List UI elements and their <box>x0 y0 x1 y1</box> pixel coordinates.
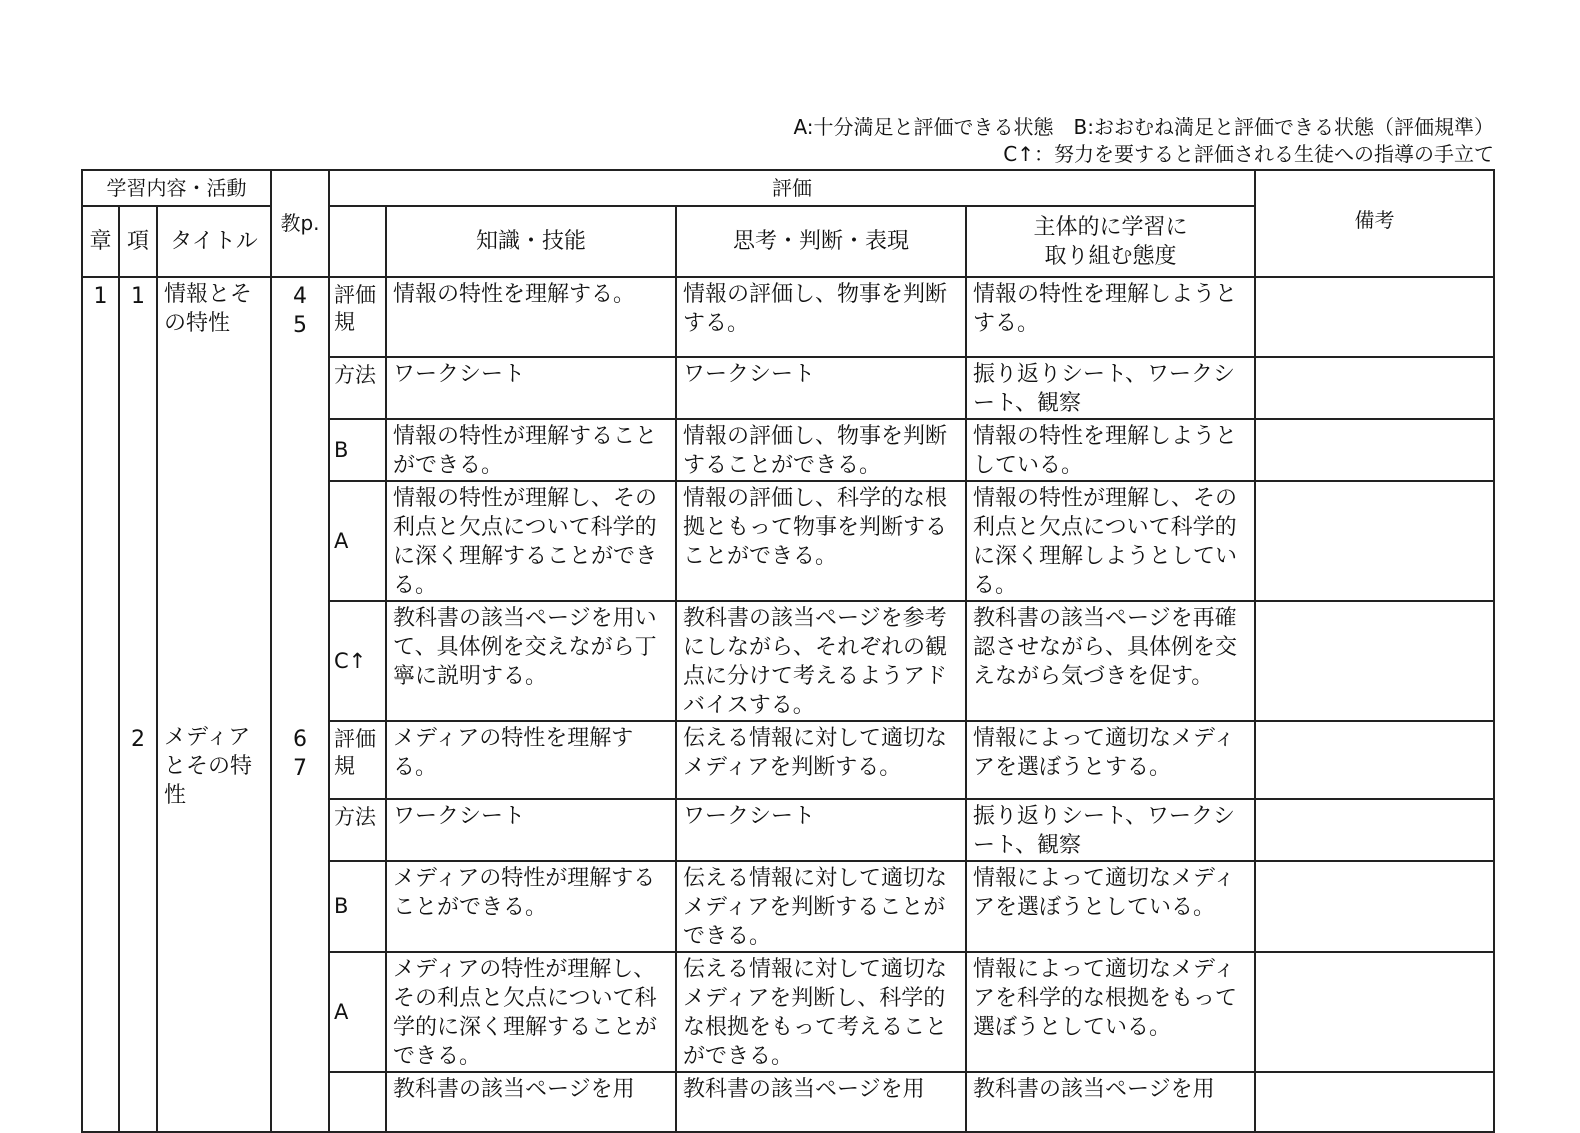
table-row <box>82 277 1494 357</box>
row-kind: 方法 <box>329 357 386 419</box>
evaluation-table <box>81 169 1495 1133</box>
attitude-cell: 情報の特性が理解し、その利点と欠点について科学的に深く理解しようとしている。 <box>966 481 1255 601</box>
attitude-cell: 情報によって適切なメディアを選ぼうとする。 <box>966 721 1255 799</box>
row-kind: A <box>329 481 386 601</box>
header-thinking: 思考・判断・表現 <box>676 206 966 277</box>
knowledge-cell: メディアの特性を理解する。 <box>386 721 676 799</box>
remarks-cell <box>1255 277 1494 357</box>
header-attitude-line-2: 取り組む態度 <box>1044 243 1177 269</box>
textbook-pages <box>271 721 329 1132</box>
row-kind: 評価規 <box>329 277 386 357</box>
page-number: 7 <box>293 756 308 781</box>
header-knowledge: 知識・技能 <box>386 206 676 277</box>
remarks-cell <box>1255 357 1494 419</box>
header-kind-blank <box>329 206 386 277</box>
row-kind: 評価規 <box>329 721 386 799</box>
row-kind: B <box>329 419 386 481</box>
remarks-cell <box>1255 799 1494 861</box>
knowledge-cell: 情報の特性が理解することができる。 <box>386 419 676 481</box>
attitude-cell: 情報の特性を理解しようとする。 <box>966 277 1255 357</box>
remarks-cell <box>1255 1072 1494 1132</box>
thinking-cell: 情報の評価し、物事を判断する。 <box>676 277 966 357</box>
header-chapter: 章 <box>82 206 119 277</box>
header-attitude-line-1: 主体的に学習に <box>1033 214 1188 240</box>
knowledge-cell: ワークシート <box>386 799 676 861</box>
knowledge-cell: 情報の特性を理解する。 <box>386 277 676 357</box>
thinking-cell: 伝える情報に対して適切なメディアを判断する。 <box>676 721 966 799</box>
header-item: 項 <box>119 206 157 277</box>
page-number: 5 <box>293 313 308 338</box>
item-number: 2 <box>119 721 157 1132</box>
item-title: 情報とその特性 <box>157 277 271 721</box>
header-evaluation: 評価 <box>329 170 1255 206</box>
attitude-cell: 情報によって適切なメディアを選ぼうとしている。 <box>966 861 1255 952</box>
knowledge-cell: メディアの特性が理解し、その利点と欠点について科学的に深く理解することができる。 <box>386 952 676 1072</box>
attitude-cell: 振り返りシート、ワークシート、観察 <box>966 357 1255 419</box>
header-title: タイトル <box>157 206 271 277</box>
thinking-cell: 教科書の該当ページを参考にしながら、それぞれの観点に分けて考えるようアドバイスする。 <box>676 601 966 721</box>
thinking-cell: ワークシート <box>676 799 966 861</box>
item-number: 1 <box>119 277 157 721</box>
table-row <box>82 721 1494 799</box>
evaluation-table-sheet <box>81 169 1493 1102</box>
header-attitude <box>966 206 1255 277</box>
row-kind <box>329 1072 386 1132</box>
header-content-group: 学習内容・活動 <box>82 170 271 206</box>
knowledge-cell: メディアの特性が理解することができる。 <box>386 861 676 952</box>
row-kind: A <box>329 952 386 1072</box>
remarks-cell <box>1255 481 1494 601</box>
row-kind: B <box>329 861 386 952</box>
thinking-cell: 伝える情報に対して適切なメディアを判断することができる。 <box>676 861 966 952</box>
attitude-cell: 振り返りシート、ワークシート、観察 <box>966 799 1255 861</box>
thinking-cell: 伝える情報に対して適切なメディアを判断し、科学的な根拠をもって考えることができる。 <box>676 952 966 1072</box>
row-kind: C↑ <box>329 601 386 721</box>
legend-line-1: A:十分満足と評価できる状態 B:おおむね満足と評価できる状態（評価規準） <box>793 115 1494 139</box>
attitude-cell: 教科書の該当ページを用 <box>966 1072 1255 1132</box>
thinking-cell: 教科書の該当ページを用 <box>676 1072 966 1132</box>
attitude-cell: 教科書の該当ページを再確認させながら、具体例を交えながら気づきを促す。 <box>966 601 1255 721</box>
textbook-pages <box>271 277 329 721</box>
thinking-cell: 情報の評価し、科学的な根拠ともって物事を判断することができる。 <box>676 481 966 601</box>
header-remarks: 備考 <box>1255 170 1494 277</box>
page-number: 4 <box>293 284 308 309</box>
knowledge-cell: 情報の特性が理解し、その利点と欠点について科学的に深く理解することができる。 <box>386 481 676 601</box>
legend-line-2: C↑：努力を要すると評価される生徒への指導の手立て <box>1003 142 1494 166</box>
remarks-cell <box>1255 952 1494 1072</box>
attitude-cell: 情報によって適切なメディアを科学的な根拠をもって選ぼうとしている。 <box>966 952 1255 1072</box>
header-textbook-pages: 教p. <box>271 170 329 277</box>
remarks-cell <box>1255 601 1494 721</box>
knowledge-cell: 教科書の該当ページを用 <box>386 1072 676 1132</box>
remarks-cell <box>1255 861 1494 952</box>
remarks-cell <box>1255 721 1494 799</box>
knowledge-cell: ワークシート <box>386 357 676 419</box>
remarks-cell <box>1255 419 1494 481</box>
thinking-cell: ワークシート <box>676 357 966 419</box>
chapter-number: 1 <box>82 277 119 1132</box>
thinking-cell: 情報の評価し、物事を判断することができる。 <box>676 419 966 481</box>
attitude-cell: 情報の特性を理解しようとしている。 <box>966 419 1255 481</box>
page-number: 6 <box>293 727 308 752</box>
row-kind: 方法 <box>329 799 386 861</box>
item-title: メディアとその特性 <box>157 721 271 1132</box>
knowledge-cell: 教科書の該当ページを用いて、具体例を交えながら丁寧に説明する。 <box>386 601 676 721</box>
